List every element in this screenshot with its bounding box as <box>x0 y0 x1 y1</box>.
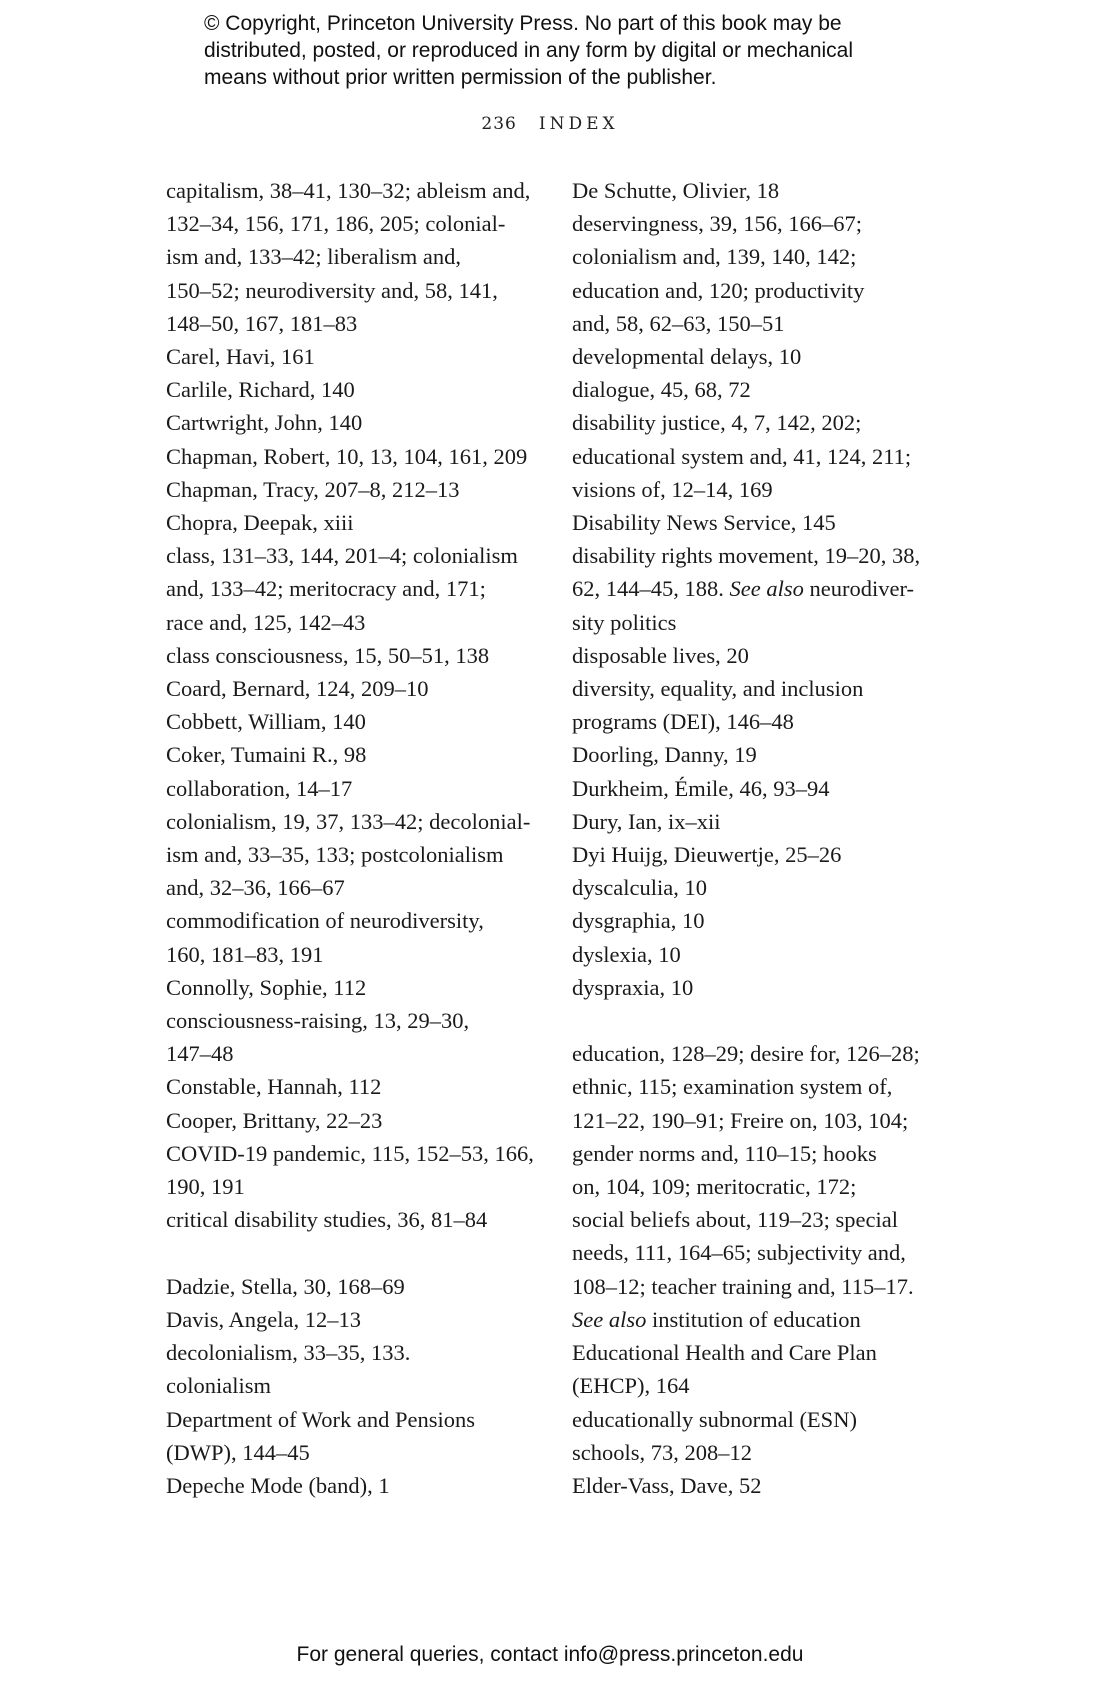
index-entry <box>572 805 952 838</box>
index-entry-line: Carlile, Richard, 140 <box>166 377 355 403</box>
see-also-target: neurodiver- <box>809 576 914 602</box>
index-entry-line: Chopra, Deepak, xiii <box>166 510 354 536</box>
index-entry <box>572 871 952 904</box>
index-entry <box>166 1004 546 1070</box>
index-entry-line: (DWP), 144–45 <box>166 1439 310 1465</box>
index-entry-line: visions of, 12–14, 169 <box>572 476 773 502</box>
index-entry-line: social beliefs about, 119–23; special <box>572 1207 898 1233</box>
index-entry-line: ism and, 133–42; liberalism and, <box>166 244 461 270</box>
index-entry <box>166 1070 546 1103</box>
index-entry <box>166 1203 546 1236</box>
index-entry <box>166 805 546 905</box>
index-column-right <box>572 174 952 1502</box>
index-entry-line: and, 58, 62–63, 150–51 <box>572 310 785 336</box>
index-entry-line: Dury, Ian, ix–xii <box>572 808 721 834</box>
index-entry-line: disability justice, 4, 7, 142, 202; <box>572 410 862 436</box>
see-also-target: institution of education <box>651 1306 861 1332</box>
index-entry-line: 121–22, 190–91; Freire on, 103, 104; <box>572 1107 909 1133</box>
index-entry-line: dialogue, 45, 68, 72 <box>572 377 751 403</box>
index-entry-line: colonialism and, 139, 140, 142; <box>572 244 857 270</box>
index-entry-line: 160, 181–83, 191 <box>166 941 324 967</box>
index-entry-line: and, 133–42; meritocracy and, 171; <box>166 576 486 602</box>
index-entry-line: Cooper, Brittany, 22–23 <box>166 1107 383 1133</box>
index-entry-line: Chapman, Tracy, 207–8, 212–13 <box>166 476 460 502</box>
index-entry-line: 190, 191 <box>166 1174 245 1200</box>
index-entry-line: dyslexia, 10 <box>572 941 681 967</box>
index-entry-line: on, 104, 109; meritocratic, 172; <box>572 1174 857 1200</box>
index-entry <box>166 772 546 805</box>
copyright-line: © Copyright, Princeton University Press. No part of this book may be <box>204 12 842 35</box>
index-entry-line <box>572 1303 952 1336</box>
index-entry-line: Doorling, Danny, 19 <box>572 742 757 768</box>
index-entry-line: Carel, Havi, 161 <box>166 344 315 370</box>
footer-contact: For general queries, contact info@press.princeton.edu <box>296 1643 804 1666</box>
copyright-notice <box>204 10 964 91</box>
index-entry-line: diversity, equality, and inclusion <box>572 676 864 702</box>
index-entry-line: critical disability studies, 36, 81–84 <box>166 1207 488 1233</box>
index-entry-line: De Schutte, Olivier, 18 <box>572 178 780 203</box>
index-entry <box>572 207 952 340</box>
index-entry <box>166 174 546 340</box>
copyright-line: distributed, posted, or reproduced in any form by digital or mechanical <box>204 39 854 62</box>
index-entry-line: Dyi Huijg, Dieuwertje, 25–26 <box>572 842 842 868</box>
index-entry <box>572 1037 952 1336</box>
index-entry <box>166 1137 546 1203</box>
index-entry-line: 132–34, 156, 171, 186, 205; colonial- <box>166 211 506 237</box>
index-entry <box>572 1336 952 1402</box>
index-entry <box>166 672 546 705</box>
index-entry-line: 108–12; teacher training and, 115–17. <box>572 1273 914 1299</box>
section-gap <box>166 1237 546 1270</box>
index-entry-line: 148–50, 167, 181–83 <box>166 310 358 336</box>
running-title: INDEX <box>538 114 619 134</box>
index-entry <box>572 174 952 207</box>
index-entry <box>166 539 546 639</box>
index-entry-line: Department of Work and Pensions <box>166 1406 475 1432</box>
index-entry <box>166 406 546 439</box>
index-entry-line: Coker, Tumaini R., 98 <box>166 742 367 768</box>
index-entry <box>166 1469 546 1502</box>
index-entry-line: consciousness-raising, 13, 29–30, <box>166 1008 470 1034</box>
index-entry-line: ethnic, 115; examination system of, <box>572 1074 893 1100</box>
index-entry-line: capitalism, 38–41, 130–32; ableism and, <box>166 178 531 203</box>
index-entry-line: Chapman, Robert, 10, 13, 104, 161, 209 <box>166 443 528 469</box>
index-entry-line: disability rights movement, 19–20, 38, <box>572 543 921 569</box>
index-entry <box>166 473 546 506</box>
index-entry <box>166 1104 546 1137</box>
index-entry-line: Dadzie, Stella, 30, 168–69 <box>166 1273 405 1299</box>
index-entry <box>166 440 546 473</box>
index-group-c <box>166 174 546 1237</box>
index-group-d <box>166 1270 546 1502</box>
index-entry <box>572 1469 952 1502</box>
index-entry <box>572 838 952 871</box>
index-entry-line: disposable lives, 20 <box>572 642 749 668</box>
index-entry-line: dysgraphia, 10 <box>572 908 705 934</box>
index-entry-line: Connolly, Sophie, 112 <box>166 974 367 1000</box>
index-entry-line: deservingness, 39, 156, 166–67; <box>572 211 862 237</box>
index-entry-line: Cartwright, John, 140 <box>166 410 363 436</box>
index-entry <box>572 639 952 672</box>
index-entry <box>572 373 952 406</box>
index-entry <box>572 340 952 373</box>
index-entry-line: class consciousness, 15, 50–51, 138 <box>166 642 490 668</box>
index-entry <box>572 772 952 805</box>
index-entry <box>166 1336 546 1402</box>
index-entry-line: education and, 120; productivity <box>572 277 865 303</box>
index-entry-line: COVID-19 pandemic, 115, 152–53, 166, <box>166 1140 534 1166</box>
see-also-target: colonialism <box>166 1373 271 1399</box>
running-head <box>0 114 1100 134</box>
index-entry-line: Educational Health and Care Plan <box>572 1340 877 1366</box>
copyright-line: means without prior written permission of the publisher. <box>204 66 717 89</box>
index-entry <box>572 971 952 1004</box>
index-entry-line: colonialism, 19, 37, 133–42; decolonial- <box>166 808 531 834</box>
index-entry-line: Davis, Angela, 12–13 <box>166 1306 361 1332</box>
index-entry-line: Depeche Mode (band), 1 <box>166 1472 390 1498</box>
index-entry <box>166 1403 546 1469</box>
index-entry-line: educationally subnormal (ESN) <box>572 1406 857 1432</box>
index-entry-line: educational system and, 41, 124, 211; <box>572 443 912 469</box>
index-entry <box>572 938 952 971</box>
index-entry-line: Coard, Bernard, 124, 209–10 <box>166 676 429 702</box>
index-entry <box>166 971 546 1004</box>
section-gap <box>572 1004 952 1037</box>
index-entry-line: decolonialism, 33–35, 133. <box>166 1340 411 1366</box>
index-entry-line: class, 131–33, 144, 201–4; colonialism <box>166 543 518 569</box>
index-entry-line <box>572 572 952 605</box>
index-entry-text: 62, 144–45, 188. <box>572 576 724 602</box>
see-also-label: See also <box>572 1306 647 1332</box>
index-entry-line: (EHCP), 164 <box>572 1373 690 1399</box>
index-entry <box>166 373 546 406</box>
index-column-left <box>166 174 546 1502</box>
index-entry-line: ism and, 33–35, 133; postcolonialism <box>166 842 504 868</box>
index-entry-line: 147–48 <box>166 1041 234 1067</box>
index-entry <box>166 1270 546 1303</box>
index-entry <box>572 1403 952 1469</box>
index-entry <box>572 738 952 771</box>
index-entry-line: education, 128–29; desire for, 126–28; <box>572 1041 920 1067</box>
index-entry <box>166 340 546 373</box>
index-entry-line: Elder-Vass, Dave, 52 <box>572 1472 762 1498</box>
see-also-target: sity politics <box>572 609 677 635</box>
index-entry-line: Durkheim, Émile, 46, 93–94 <box>572 775 830 801</box>
index-entry-line: Constable, Hannah, 112 <box>166 1074 382 1100</box>
index-entry-line: programs (DEI), 146–48 <box>572 709 794 735</box>
index-entry <box>572 904 952 937</box>
index-entry-line: dyscalculia, 10 <box>572 875 707 901</box>
index-entry-line: commodification of neurodiversity, <box>166 908 484 934</box>
index-entry-line: Cobbett, William, 140 <box>166 709 366 735</box>
index-entry-line: collaboration, 14–17 <box>166 775 353 801</box>
index-entry <box>572 406 952 506</box>
index-group-e <box>572 1037 952 1502</box>
index-entry-line: 150–52; neurodiversity and, 58, 141, <box>166 277 498 303</box>
index-entry <box>572 539 952 639</box>
index-entry-line: schools, 73, 208–12 <box>572 1439 752 1465</box>
index-entry <box>166 1303 546 1336</box>
index-group-d-cont <box>572 174 952 1004</box>
see-also-label: See also <box>729 576 804 602</box>
index-entry <box>166 639 546 672</box>
index-entry-line: dyspraxia, 10 <box>572 974 694 1000</box>
index-entry <box>166 506 546 539</box>
index-entry-line: developmental delays, 10 <box>572 344 802 370</box>
page-number: 236 <box>481 114 517 134</box>
index-entry-line: race and, 125, 142–43 <box>166 609 366 635</box>
index-entry-line: gender norms and, 110–15; hooks <box>572 1140 877 1166</box>
index-entry-line: and, 32–36, 166–67 <box>166 875 345 901</box>
index-entry-line: Disability News Service, 145 <box>572 510 836 536</box>
index-entry <box>166 705 546 738</box>
index-entry <box>572 506 952 539</box>
index-entry <box>572 672 952 738</box>
index-entry <box>166 904 546 970</box>
index-entry-line: needs, 111, 164–65; subjectivity and, <box>572 1240 906 1266</box>
index-entry <box>166 738 546 771</box>
